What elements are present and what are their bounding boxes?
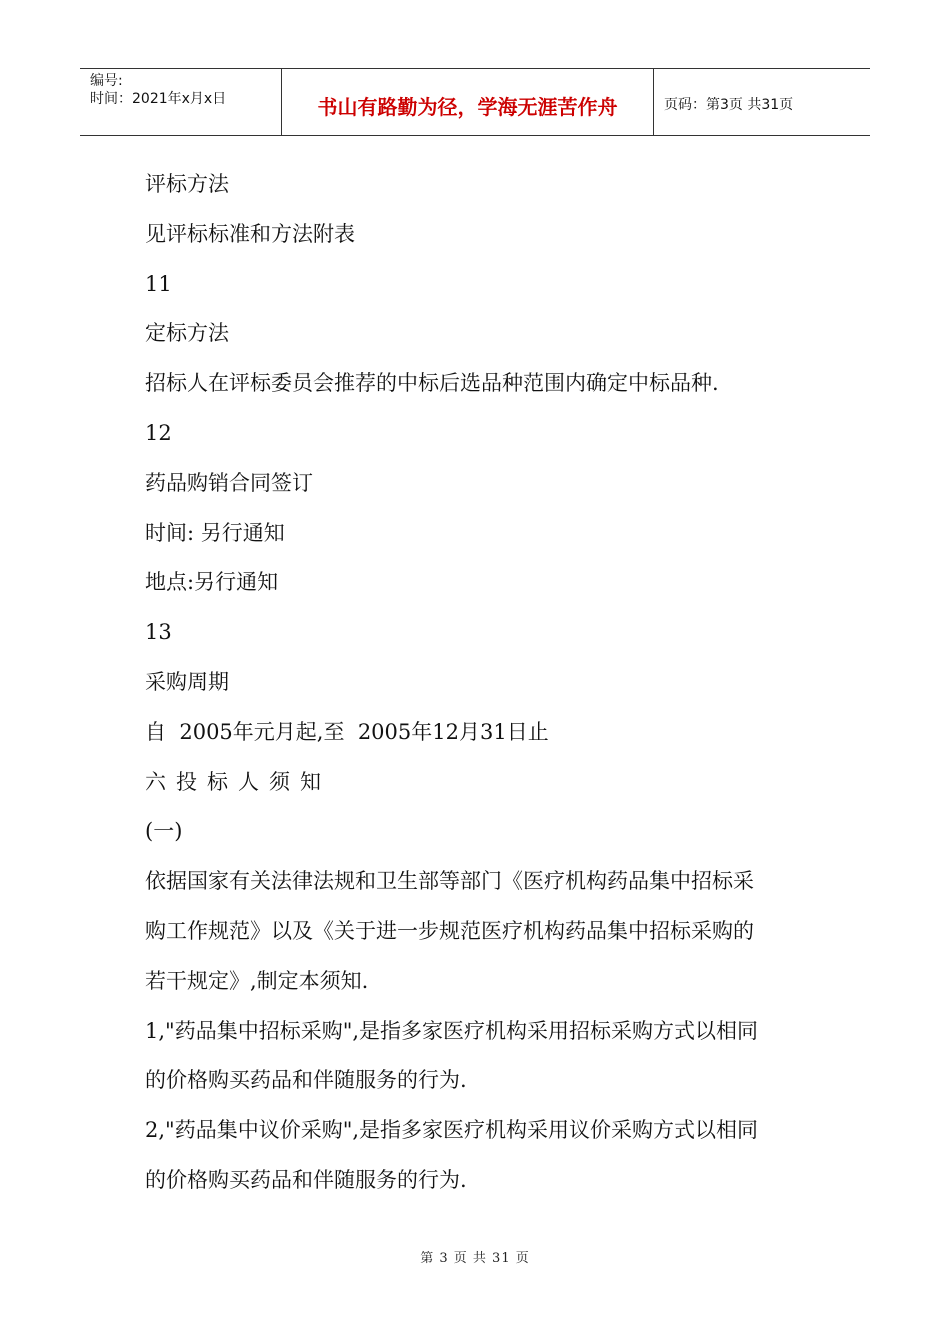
body-text: 购工作规范》以及《关于进一步规范医疗机构药品集中招标采购的 [145, 918, 754, 943]
header-page-info: 页码：第3页 共31页 [664, 97, 794, 113]
chapter-heading: 六投标人须知 [145, 769, 331, 794]
body-text: 1,"药品集中招标采购",是指多家医疗机构采用招标采购方式以相同 [145, 1018, 759, 1043]
section-heading: 评标方法 [145, 172, 229, 196]
section-number: 12 [145, 420, 172, 445]
body-text: 见评标标准和方法附表 [145, 221, 355, 246]
section-number: 11 [145, 271, 172, 296]
body-text: 的价格购买药品和伴随服务的行为. [145, 1167, 467, 1192]
body-text: 的价格购买药品和伴随服务的行为. [145, 1068, 467, 1093]
header-motto-cell [282, 69, 654, 135]
body-text: 若干规定》,制定本须知. [145, 968, 369, 993]
header-motto: 书山有路勤为径，学海无涯苦作舟 [317, 94, 618, 119]
header-meta-cell [80, 69, 282, 135]
body-text: 地点:另行通知 [145, 570, 279, 595]
section-number: 13 [145, 620, 172, 645]
subsection-marker: (一) [145, 819, 183, 844]
body-text: 2,"药品集中议价采购",是指多家医疗机构采用议价采购方式以相同 [145, 1118, 759, 1143]
footer-page-number: 第 3 页 共 31 页 [420, 1251, 530, 1266]
header-page-cell [654, 69, 870, 135]
document-date-label: 时间：2021年x月x日 [90, 91, 227, 107]
body-text: 时间: 另行通知 [145, 520, 285, 545]
page-footer [0, 1247, 950, 1266]
document-body [145, 160, 815, 1206]
body-text: 招标人在评标委员会推荐的中标后选品种范围内确定中标品种. [145, 371, 719, 396]
section-heading: 采购周期 [145, 669, 229, 694]
page-header [80, 68, 870, 136]
section-heading: 药品购销合同签订 [145, 470, 313, 495]
section-heading: 定标方法 [145, 321, 229, 346]
document-number-label: 编号: [90, 73, 123, 89]
body-text: 依据国家有关法律法规和卫生部等部门《医疗机构药品集中招标采 [145, 869, 754, 894]
body-text: 自 2005年元月起,至 2005年12月31日止 [145, 719, 549, 744]
